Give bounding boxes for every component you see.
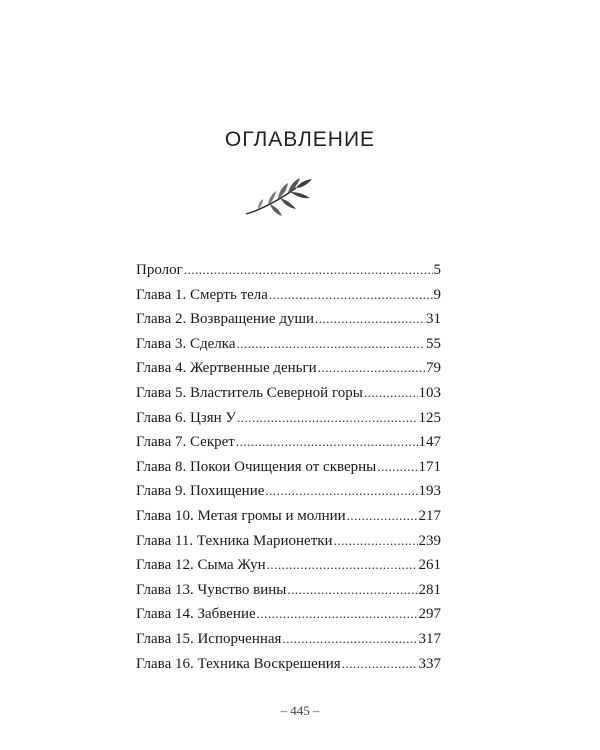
toc-entry-page: 171 (418, 458, 441, 475)
toc-entry-page: 297 (418, 606, 441, 623)
toc-entry-title: Глава 16. Техника Воскрешения (136, 655, 341, 672)
dot-leader (265, 479, 417, 504)
toc-entry (136, 283, 441, 308)
dot-leader (377, 455, 417, 480)
toc-entry (136, 627, 441, 652)
toc-entry (136, 332, 441, 357)
dot-leader (364, 381, 418, 406)
toc-entry (136, 430, 441, 455)
dot-leader (315, 307, 425, 332)
toc-entry-title: Глава 11. Техника Марионетки (136, 532, 333, 549)
dot-leader (237, 406, 417, 431)
toc-entry-page: 239 (418, 532, 441, 549)
toc-entry (136, 406, 441, 431)
toc-entry-title: Глава 1. Смерть тела (136, 286, 268, 303)
toc-entry (136, 553, 441, 578)
toc-entry-title: Глава 12. Сыма Жун (136, 557, 266, 574)
toc-entry-page: 125 (418, 409, 441, 426)
toc-entry-title: Глава 10. Метая громы и молнии (136, 507, 346, 524)
dot-leader (282, 627, 417, 652)
dot-leader (342, 652, 418, 677)
toc-entry-page: 261 (418, 557, 441, 574)
dot-leader (257, 602, 418, 627)
dot-leader (318, 356, 425, 381)
toc-entry-page: 281 (418, 581, 441, 598)
toc-entry-title: Глава 9. Похищение (136, 483, 265, 500)
toc-entry (136, 602, 441, 627)
dot-leader (184, 258, 433, 283)
toc-entry-page: 103 (418, 384, 441, 401)
toc-entry-page: 337 (418, 655, 441, 672)
dot-leader (267, 553, 418, 578)
toc-entry-page: 9 (433, 286, 441, 303)
toc-entry-title: Глава 14. Забвение (136, 606, 256, 623)
dot-leader (287, 578, 417, 603)
toc-entry (136, 652, 441, 677)
toc-entry-page: 55 (426, 335, 441, 352)
toc-entry-page: 147 (418, 434, 441, 451)
toc-entry-page: 217 (418, 507, 441, 524)
page-number: – 445 – (280, 703, 320, 718)
toc-entry-title: Глава 3. Сделка (136, 335, 236, 352)
toc-entry-title: Глава 5. Властитель Северной горы (136, 384, 363, 401)
toc-entry-title: Глава 15. Испорченная (136, 630, 282, 647)
toc-entry (136, 504, 441, 529)
toc-entry (136, 258, 441, 283)
leaf-branch-icon (240, 176, 320, 222)
toc-entry (136, 479, 441, 504)
toc-entry (136, 578, 441, 603)
page-title: ОГЛАВЛЕНИЕ (224, 128, 376, 151)
table-of-contents (136, 258, 441, 676)
toc-entry (136, 307, 441, 332)
dot-leader (236, 332, 425, 357)
toc-entry-title: Глава 7. Секрет (136, 434, 235, 451)
toc-entry-title: Глава 8. Покои Очищения от скверны (136, 458, 377, 475)
dot-leader (269, 283, 433, 308)
toc-entry-title: Глава 13. Чувство вины (136, 581, 287, 598)
toc-entry (136, 529, 441, 554)
toc-entry-page: 79 (426, 360, 441, 377)
toc-entry (136, 381, 441, 406)
toc-entry-title: Глава 4. Жертвенные деньги (136, 360, 317, 377)
toc-entry-page: 193 (418, 483, 441, 500)
toc-entry-title: Пролог (136, 262, 183, 278)
toc-entry-title: Глава 6. Цзян У (136, 409, 237, 426)
toc-entry-page: 31 (426, 311, 441, 328)
toc-entry (136, 356, 441, 381)
toc-entry-page: 5 (433, 262, 441, 278)
dot-leader (334, 529, 418, 554)
toc-entry (136, 455, 441, 480)
toc-entry-title: Глава 2. Возвращение души (136, 311, 315, 328)
dot-leader (236, 430, 418, 455)
toc-entry-page: 317 (418, 630, 441, 647)
dot-leader (347, 504, 418, 529)
